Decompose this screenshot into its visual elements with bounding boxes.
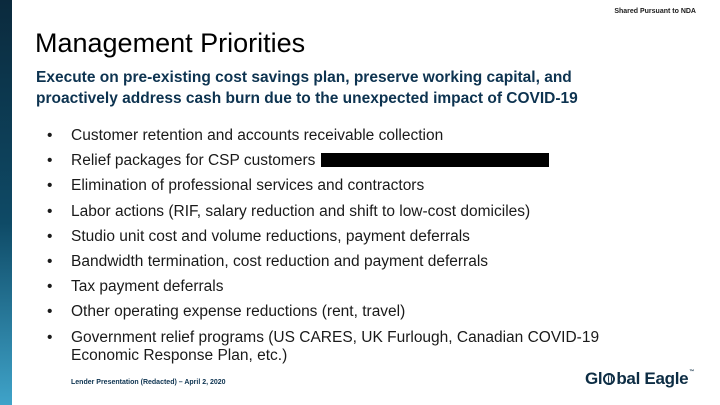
bullet-marker: • <box>47 278 53 296</box>
bullet-marker: • <box>47 202 53 220</box>
slide-subtitle: Execute on pre-existing cost savings plan, preserve working capital, and proactively address cash burn due to the unexpected impact of COVID-19 <box>36 69 578 107</box>
bullet-marker: • <box>47 303 53 321</box>
list-item-text: Tax payment deferrals <box>71 278 224 296</box>
bullet-marker: • <box>47 227 53 245</box>
company-logo <box>585 369 694 389</box>
list-item-text: Relief packages for CSP customers <box>71 152 316 170</box>
list-item <box>47 278 647 296</box>
bullet-marker: • <box>47 127 53 144</box>
list-item-text: Labor actions (RIF, salary reduction and shift to low-cost domiciles) <box>71 202 531 220</box>
logo-text-suffix: bal Eagle <box>616 369 689 388</box>
bullet-marker: • <box>47 328 53 346</box>
list-item-text: Other operating expense reductions (rent, travel) <box>71 303 406 321</box>
logo-text-prefix: Gl <box>584 369 603 388</box>
bullet-marker: • <box>47 152 53 170</box>
list-item <box>47 152 647 170</box>
redaction-block <box>321 153 549 167</box>
confidentiality-label: Shared Pursuant to NDA <box>614 8 696 15</box>
priority-list <box>47 127 647 372</box>
list-item <box>47 228 647 246</box>
list-item-text: Studio unit cost and volume reductions, payment deferrals <box>71 227 470 245</box>
list-item <box>47 127 647 145</box>
list-item-text: Customer retention and accounts receivable collection <box>71 127 444 144</box>
footer-presentation-label: Lender Presentation (Redacted) – April 2, 2020 <box>71 379 226 386</box>
trademark-mark: ™ <box>689 369 694 375</box>
list-item <box>47 203 647 221</box>
slide-title: Management Priorities <box>35 28 306 58</box>
globe-icon <box>603 373 615 385</box>
list-item <box>47 329 647 365</box>
list-item <box>47 303 647 321</box>
accent-bar <box>0 0 12 405</box>
list-item-text: Government relief programs (US CARES, UK Furlough, Canadian COVID-19 Economic Response Plan, etc.) <box>71 328 600 364</box>
list-item-text: Elimination of professional services and contractors <box>71 177 425 195</box>
bullet-marker: • <box>47 177 53 195</box>
bullet-marker: • <box>47 252 53 270</box>
list-item <box>47 177 647 195</box>
list-item <box>47 253 647 271</box>
list-item-text: Bandwidth termination, cost reduction and payment deferrals <box>71 252 489 270</box>
